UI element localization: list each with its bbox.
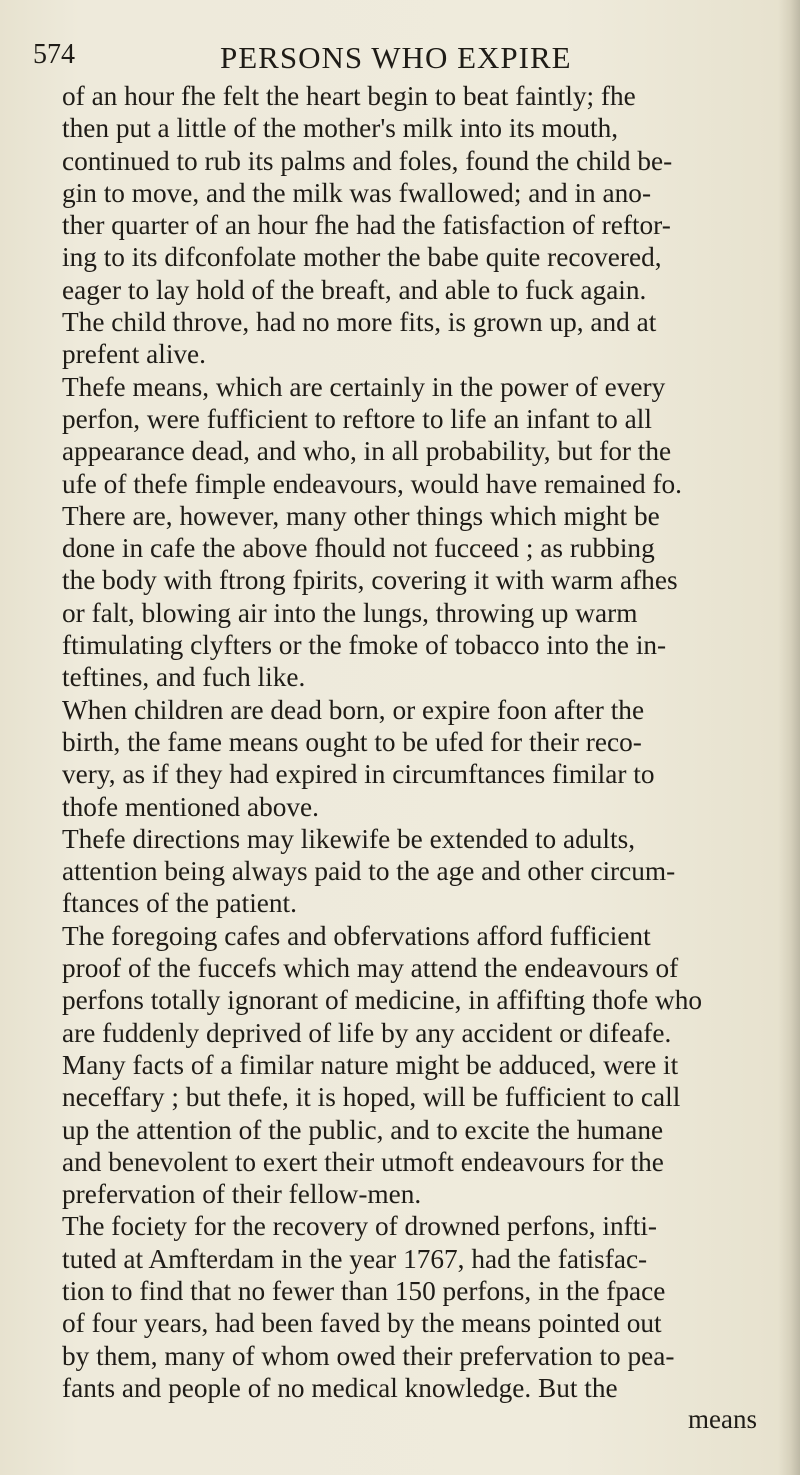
text-line: birth, the fame means ought to be ufed for their reco- bbox=[62, 726, 642, 757]
text-line: tion to find that no fewer than 150 perfons, in the fpace bbox=[62, 1275, 666, 1306]
text-line: very, as if they had expired in circumftances fimilar to bbox=[62, 759, 655, 790]
text-line: proof of the fuccefs which may attend the endeavours of bbox=[62, 953, 679, 984]
text-line: attention being always paid to the age and other circum- bbox=[62, 856, 676, 887]
text-line: The child throve, had no more fits, is grown up, and at bbox=[62, 307, 657, 338]
text-line: Thefe means, which are certainly in the power of every bbox=[62, 371, 666, 402]
text-line: perfon, were fufficient to reftore to life an infant to all bbox=[62, 403, 652, 434]
text-line: Many facts of a fimilar nature might be adduced, were it bbox=[62, 1049, 679, 1080]
text-line: are fuddenly deprived of life by any accident or difeafe. bbox=[62, 1017, 672, 1048]
page-number: 574 bbox=[33, 39, 75, 70]
text-line: of an hour fhe felt the heart begin to beat faintly; fhe bbox=[62, 81, 636, 111]
text-line: The foregoing cafes and obfervations afford fufficient bbox=[62, 920, 651, 951]
text-line: There are, however, many other things which might be bbox=[62, 500, 660, 531]
text-line: or falt, blowing air into the lungs, throwing up warm bbox=[62, 597, 638, 628]
text-line: fants and people of no medical knowledge. But the bbox=[62, 1372, 618, 1403]
text-line: perfons totally ignorant of medicine, in affifting thofe who bbox=[62, 985, 703, 1016]
body-text bbox=[62, 80, 782, 1404]
running-head bbox=[0, 0, 800, 90]
text-line: of four years, had been faved by the means pointed out bbox=[62, 1308, 662, 1339]
text-line: tuted at Amfterdam in the year 1767, had the fatisfac- bbox=[62, 1243, 648, 1274]
text-line: eager to lay hold of the breaft, and able to fuck again. bbox=[62, 274, 647, 305]
text-line: When children are dead born, or expire foon after the bbox=[62, 694, 645, 725]
catchword: means bbox=[688, 1404, 757, 1434]
text-line: ufe of thefe fimple endeavours, would have remained fo. bbox=[62, 468, 683, 499]
text-line: by them, many of whom owed their prefervation to pea- bbox=[62, 1340, 675, 1371]
text-line: ftimulating clyfters or the fmoke of tobacco into the in- bbox=[62, 630, 667, 661]
text-line: thofe mentioned above. bbox=[62, 791, 319, 822]
text-line: prefervation of their fellow-men. bbox=[62, 1179, 422, 1210]
text-line: the body with ftrong fpirits, covering it with warm afhes bbox=[62, 565, 678, 596]
text-line: gin to move, and the milk was fwallowed; and in ano- bbox=[62, 177, 652, 208]
text-line: ftances of the patient. bbox=[62, 888, 297, 919]
running-title: PERSONS WHO EXPIRE bbox=[220, 40, 572, 75]
text-line: and benevolent to exert their utmoft endeavours for the bbox=[62, 1146, 664, 1177]
text-line: ing to its difconfolate mother the babe quite recovered, bbox=[62, 242, 662, 273]
text-line: up the attention of the public, and to excite the humane bbox=[62, 1114, 664, 1145]
text-line: done in cafe the above fhould not fucceed ; as rubbing bbox=[62, 533, 655, 564]
text-line: prefent alive. bbox=[62, 339, 206, 370]
text-line: neceffary ; but thefe, it is hoped, will be fufficient to call bbox=[62, 1082, 681, 1113]
text-line: teftines, and fuch like. bbox=[62, 662, 306, 693]
text-line: Thefe directions may likewife be extended to adults, bbox=[62, 823, 636, 854]
text-line: then put a little of the mother's milk into its mouth, bbox=[62, 113, 619, 144]
text-line: The fociety for the recovery of drowned perfons, infti- bbox=[62, 1211, 657, 1242]
text-line: continued to rub its palms and foles, found the child be- bbox=[62, 145, 673, 176]
text-line: appearance dead, and who, in all probability, but for the bbox=[62, 436, 672, 467]
text-line: ther quarter of an hour fhe had the fatisfaction of reftor- bbox=[62, 210, 671, 241]
